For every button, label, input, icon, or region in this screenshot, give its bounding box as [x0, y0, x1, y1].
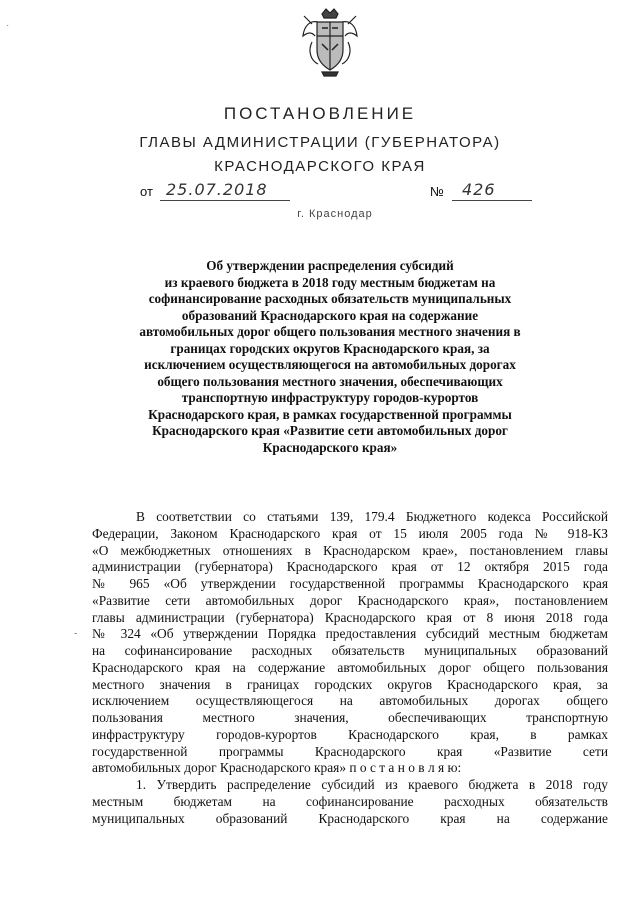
title-line: общего пользования местного значения, обеспечивающих — [157, 373, 503, 389]
city-label: г. Краснодар — [297, 208, 373, 220]
body-line: пользования местного значения, обеспечивающих транспортную — [92, 710, 608, 725]
body-line: на софинансирование расходных обязательств муниципальных образований — [92, 643, 608, 658]
body-line: главы администрации (губернатора) Краснодарского края от 8 июня 2018 года — [92, 609, 608, 625]
issuer-line: ГЛАВЫ АДМИНИСТРАЦИИ (ГУБЕРНАТОРА) — [139, 134, 501, 151]
body-line: № 965 «Об утверждении государственной программы Краснодарского края — [92, 576, 608, 591]
body-line: «Развитие сети автомобильных дорог Краснодарского края», постановлением — [92, 592, 608, 608]
title-line: исключением осуществляющегося на автомобильных дорогах — [144, 357, 516, 372]
body-line: администрации (губернатора) Краснодарского края от 12 октября 2015 года — [92, 559, 608, 575]
title-line: образований Краснодарского края на содержание — [181, 307, 479, 323]
title-line: софинансирование расходных обязательств муниципальных — [148, 291, 512, 306]
title-line: автомобильных дорог общего пользования местного значения в — [139, 324, 521, 339]
resolution-title — [120, 258, 540, 456]
body-line: «О межбюджетных отношениях в Краснодарском крае», постановлением главы — [92, 542, 608, 558]
body-line: местного значения в границах городских округов Краснодарского края, за — [92, 676, 608, 692]
title-line: из краевого бюджета в 2018 году местным бюджетам на — [164, 274, 496, 290]
handwritten-date: 25.07.2018 — [166, 180, 268, 199]
title-line: Краснодарского края «Развитие сети автомобильных дорог — [152, 423, 508, 438]
body-line: инфраструктуру городов-курортов Краснодарского края, в рамках — [92, 726, 608, 742]
number-label: № — [430, 184, 444, 199]
date-underline — [160, 200, 290, 201]
title-line: транспортную инфраструктуру городов-курортов — [181, 390, 479, 405]
title-line: Краснодарского края» — [262, 439, 398, 455]
body-text — [92, 509, 608, 827]
body-line: государственной программы Краснодарского края «Развитие сети — [92, 743, 608, 759]
region-line: КРАСНОДАРСКОГО КРАЯ — [214, 158, 426, 175]
number-underline — [452, 200, 532, 201]
title-line: границах городских округов Краснодарского края, за — [170, 340, 490, 356]
handwritten-number: 426 — [462, 180, 496, 199]
body-line: Краснодарского края на содержание автомобильных дорог общего пользования — [92, 659, 608, 675]
title-line: Об утверждении распределения субсидий — [206, 258, 454, 273]
title-line: Краснодарского края, в рамках государственной программы — [148, 406, 512, 422]
body-line: муниципальных образований Краснодарского края на содержание — [92, 810, 608, 826]
body-line: В соответствии со статьями 139, 179.4 Бюджетного кодекса Российской — [136, 509, 608, 524]
date-number-line — [140, 182, 540, 204]
date-label: от — [140, 184, 153, 199]
margin-mark: ˙ — [6, 24, 10, 35]
body-line: Федерации, Законом Краснодарского края от 15 июля 2005 года № 918-КЗ — [92, 525, 608, 541]
coat-of-arms-emblem — [300, 6, 360, 78]
body-line: исключением осуществляющегося на автомобильных дорогах общего — [92, 693, 608, 709]
body-line: местным бюджетам на софинансирование расходных обязательств — [92, 793, 608, 809]
document-type-title: ПОСТАНОВЛЕНИЕ — [223, 104, 417, 123]
body-line: автомобильных дорог Краснодарского края» п о с т а н о в л я ю: — [92, 760, 462, 776]
body-line: 1. Утвердить распределение субсидий из краевого бюджета в 2018 году — [136, 777, 608, 792]
body-line: № 324 «Об утверждении Порядка предоставления субсидий местным бюджетам — [92, 626, 608, 642]
margin-mark: - — [74, 628, 78, 639]
